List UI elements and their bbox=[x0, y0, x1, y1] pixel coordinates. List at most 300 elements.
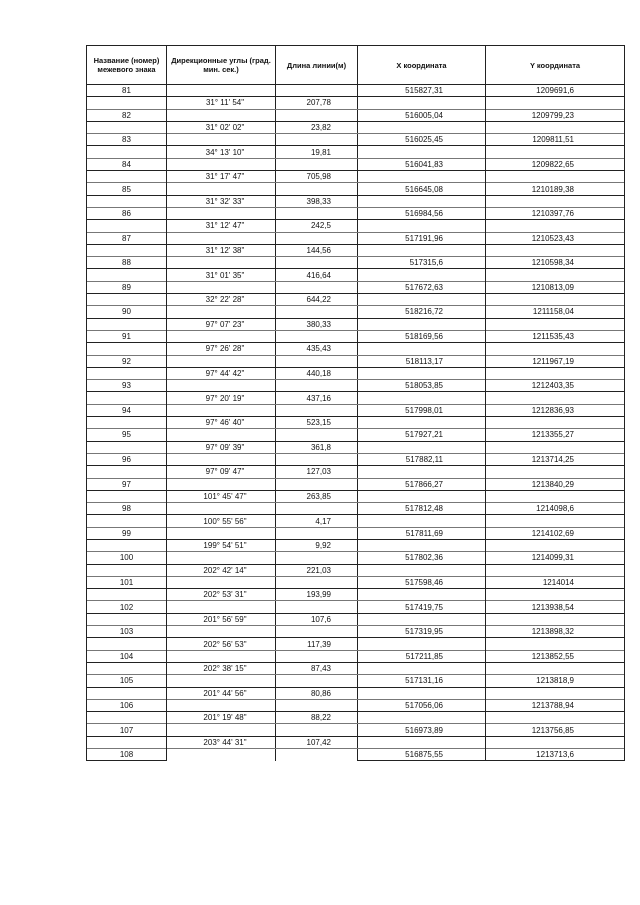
empty-cell bbox=[276, 306, 358, 318]
point-row bbox=[87, 158, 625, 170]
empty-cell bbox=[276, 601, 358, 613]
empty-cell bbox=[358, 613, 486, 625]
x-coordinate: 518216,72 bbox=[358, 306, 486, 318]
empty-cell bbox=[358, 539, 486, 551]
point-number: 84 bbox=[87, 158, 167, 170]
segment-row bbox=[87, 97, 625, 109]
empty-cell bbox=[87, 613, 167, 625]
line-length: 398,33 bbox=[276, 195, 358, 207]
empty-cell bbox=[167, 330, 276, 342]
y-coordinate: 1212836,93 bbox=[486, 404, 625, 416]
x-coordinate: 516645,08 bbox=[358, 183, 486, 195]
empty-cell bbox=[358, 490, 486, 502]
direction-angle: 201° 56' 59" bbox=[167, 613, 276, 625]
line-length: 127,03 bbox=[276, 466, 358, 478]
empty-cell bbox=[358, 515, 486, 527]
direction-angle: 199° 54' 51" bbox=[167, 539, 276, 551]
empty-cell bbox=[167, 724, 276, 736]
point-number: 81 bbox=[87, 85, 167, 97]
empty-cell bbox=[358, 638, 486, 650]
x-coordinate: 517191,96 bbox=[358, 232, 486, 244]
point-row bbox=[87, 257, 625, 269]
line-length: 644,22 bbox=[276, 294, 358, 306]
point-row bbox=[87, 306, 625, 318]
point-number: 94 bbox=[87, 404, 167, 416]
point-number: 91 bbox=[87, 330, 167, 342]
empty-cell bbox=[358, 589, 486, 601]
point-row bbox=[87, 453, 625, 465]
empty-cell bbox=[276, 232, 358, 244]
empty-cell bbox=[167, 429, 276, 441]
point-number: 108 bbox=[87, 749, 167, 761]
direction-angle: 31° 02' 02" bbox=[167, 121, 276, 133]
point-row bbox=[87, 429, 625, 441]
point-row bbox=[87, 85, 625, 97]
empty-cell bbox=[87, 146, 167, 158]
point-row bbox=[87, 650, 625, 662]
x-coordinate: 517882,11 bbox=[358, 453, 486, 465]
empty-cell bbox=[486, 441, 625, 453]
empty-cell bbox=[87, 687, 167, 699]
y-coordinate: 1210397,76 bbox=[486, 207, 625, 219]
empty-cell bbox=[486, 539, 625, 551]
empty-cell bbox=[87, 417, 167, 429]
empty-cell bbox=[167, 552, 276, 564]
line-length: 437,16 bbox=[276, 392, 358, 404]
empty-cell bbox=[87, 97, 167, 109]
direction-angle: 202° 38' 15" bbox=[167, 662, 276, 674]
empty-cell bbox=[167, 85, 276, 97]
empty-cell bbox=[87, 343, 167, 355]
empty-cell bbox=[276, 626, 358, 638]
empty-cell bbox=[486, 515, 625, 527]
line-length: 440,18 bbox=[276, 367, 358, 379]
point-row bbox=[87, 724, 625, 736]
segment-row bbox=[87, 146, 625, 158]
empty-cell bbox=[276, 183, 358, 195]
y-coordinate: 1211535,43 bbox=[486, 330, 625, 342]
point-number: 99 bbox=[87, 527, 167, 539]
point-number: 106 bbox=[87, 699, 167, 711]
empty-cell bbox=[167, 109, 276, 121]
x-coordinate: 516005,04 bbox=[358, 109, 486, 121]
point-number: 90 bbox=[87, 306, 167, 318]
empty-cell bbox=[276, 281, 358, 293]
segment-row bbox=[87, 417, 625, 429]
line-length: 416,64 bbox=[276, 269, 358, 281]
empty-cell bbox=[486, 687, 625, 699]
empty-cell bbox=[486, 613, 625, 625]
line-length: 380,33 bbox=[276, 318, 358, 330]
point-number: 96 bbox=[87, 453, 167, 465]
empty-cell bbox=[276, 724, 358, 736]
direction-angle: 97° 20' 19" bbox=[167, 392, 276, 404]
empty-cell bbox=[276, 109, 358, 121]
y-coordinate: 1210598,34 bbox=[486, 257, 625, 269]
empty-cell bbox=[87, 466, 167, 478]
y-coordinate: 1213938,54 bbox=[486, 601, 625, 613]
empty-cell bbox=[358, 244, 486, 256]
empty-cell bbox=[358, 171, 486, 183]
segment-row bbox=[87, 220, 625, 232]
empty-cell bbox=[276, 257, 358, 269]
point-row bbox=[87, 576, 625, 588]
empty-cell bbox=[276, 429, 358, 441]
empty-cell bbox=[358, 146, 486, 158]
line-length: 435,43 bbox=[276, 343, 358, 355]
empty-cell bbox=[87, 244, 167, 256]
line-length: 361,8 bbox=[276, 441, 358, 453]
empty-cell bbox=[358, 392, 486, 404]
point-row bbox=[87, 404, 625, 416]
direction-angle: 31° 01' 35" bbox=[167, 269, 276, 281]
empty-cell bbox=[486, 146, 625, 158]
y-coordinate: 1213714,25 bbox=[486, 453, 625, 465]
direction-angle: 97° 26' 28" bbox=[167, 343, 276, 355]
segment-row bbox=[87, 294, 625, 306]
x-coordinate: 515827,31 bbox=[358, 85, 486, 97]
empty-cell bbox=[87, 392, 167, 404]
y-coordinate: 1210523,43 bbox=[486, 232, 625, 244]
direction-angle: 203° 44' 31" bbox=[167, 736, 276, 748]
empty-cell bbox=[358, 662, 486, 674]
direction-angle: 31° 32' 33" bbox=[167, 195, 276, 207]
empty-cell bbox=[167, 699, 276, 711]
empty-cell bbox=[167, 404, 276, 416]
x-coordinate: 517927,21 bbox=[358, 429, 486, 441]
point-number: 89 bbox=[87, 281, 167, 293]
point-row bbox=[87, 675, 625, 687]
segment-row bbox=[87, 466, 625, 478]
empty-cell bbox=[358, 736, 486, 748]
x-coordinate: 518169,56 bbox=[358, 330, 486, 342]
segment-row bbox=[87, 613, 625, 625]
segment-row bbox=[87, 343, 625, 355]
direction-angle: 31° 12' 47" bbox=[167, 220, 276, 232]
empty-cell bbox=[486, 171, 625, 183]
empty-cell bbox=[486, 195, 625, 207]
line-length: 263,85 bbox=[276, 490, 358, 502]
y-coordinate: 1213355,27 bbox=[486, 429, 625, 441]
point-row bbox=[87, 552, 625, 564]
empty-cell bbox=[486, 367, 625, 379]
direction-angle: 201° 44' 56" bbox=[167, 687, 276, 699]
point-number: 101 bbox=[87, 576, 167, 588]
empty-cell bbox=[276, 158, 358, 170]
y-coordinate: 1214098,6 bbox=[486, 503, 625, 515]
empty-cell bbox=[167, 355, 276, 367]
empty-cell bbox=[358, 97, 486, 109]
direction-angle: 31° 17' 47" bbox=[167, 171, 276, 183]
empty-cell bbox=[87, 490, 167, 502]
empty-cell bbox=[486, 343, 625, 355]
empty-cell bbox=[486, 712, 625, 724]
empty-cell bbox=[486, 244, 625, 256]
empty-cell bbox=[358, 195, 486, 207]
header-point-name: Название (номер) межевого знака bbox=[87, 46, 167, 85]
empty-cell bbox=[358, 318, 486, 330]
empty-cell bbox=[87, 589, 167, 601]
empty-cell bbox=[486, 490, 625, 502]
point-number: 98 bbox=[87, 503, 167, 515]
x-coordinate: 516984,56 bbox=[358, 207, 486, 219]
empty-cell bbox=[358, 466, 486, 478]
empty-cell bbox=[167, 626, 276, 638]
point-row bbox=[87, 527, 625, 539]
point-row bbox=[87, 281, 625, 293]
direction-angle: 202° 42' 14" bbox=[167, 564, 276, 576]
empty-cell bbox=[486, 564, 625, 576]
x-coordinate: 517998,01 bbox=[358, 404, 486, 416]
y-coordinate: 1214102,69 bbox=[486, 527, 625, 539]
point-row bbox=[87, 503, 625, 515]
point-number: 95 bbox=[87, 429, 167, 441]
segment-row bbox=[87, 318, 625, 330]
empty-cell bbox=[486, 466, 625, 478]
direction-angle: 31° 11' 54" bbox=[167, 97, 276, 109]
empty-cell bbox=[358, 687, 486, 699]
y-coordinate: 1213788,94 bbox=[486, 699, 625, 711]
point-row bbox=[87, 183, 625, 195]
point-number: 97 bbox=[87, 478, 167, 490]
empty-cell bbox=[87, 121, 167, 133]
direction-angle: 97° 44' 42" bbox=[167, 367, 276, 379]
line-length: 19,81 bbox=[276, 146, 358, 158]
line-length: 107,42 bbox=[276, 736, 358, 748]
segment-row bbox=[87, 392, 625, 404]
x-coordinate: 516973,89 bbox=[358, 724, 486, 736]
line-length: 242,5 bbox=[276, 220, 358, 232]
empty-cell bbox=[87, 662, 167, 674]
empty-cell bbox=[167, 675, 276, 687]
header-y-coordinate: Y координата bbox=[486, 46, 625, 85]
y-coordinate: 1211967,19 bbox=[486, 355, 625, 367]
direction-angle: 201° 19' 48" bbox=[167, 712, 276, 724]
segment-row bbox=[87, 490, 625, 502]
x-coordinate: 517211,85 bbox=[358, 650, 486, 662]
y-coordinate: 1213852,55 bbox=[486, 650, 625, 662]
line-length: 4,17 bbox=[276, 515, 358, 527]
empty-cell bbox=[167, 650, 276, 662]
x-coordinate: 517315,6 bbox=[358, 257, 486, 269]
y-coordinate: 1209691,6 bbox=[486, 85, 625, 97]
segment-row bbox=[87, 515, 625, 527]
empty-cell bbox=[486, 220, 625, 232]
y-coordinate: 1210813,09 bbox=[486, 281, 625, 293]
empty-cell bbox=[358, 367, 486, 379]
empty-cell bbox=[87, 318, 167, 330]
empty-cell bbox=[167, 503, 276, 515]
x-coordinate: 517672,63 bbox=[358, 281, 486, 293]
empty-cell bbox=[486, 417, 625, 429]
x-coordinate: 517812,48 bbox=[358, 503, 486, 515]
point-number: 107 bbox=[87, 724, 167, 736]
header-line-length: Длина линии(м) bbox=[276, 46, 358, 85]
empty-cell bbox=[87, 367, 167, 379]
empty-cell bbox=[167, 453, 276, 465]
direction-angle: 100° 55' 56" bbox=[167, 515, 276, 527]
y-coordinate: 1213756,85 bbox=[486, 724, 625, 736]
line-length: 80,86 bbox=[276, 687, 358, 699]
line-length: 107,6 bbox=[276, 613, 358, 625]
point-row bbox=[87, 207, 625, 219]
segment-row bbox=[87, 121, 625, 133]
x-coordinate: 516875,55 bbox=[358, 749, 486, 761]
segment-row bbox=[87, 441, 625, 453]
point-number: 87 bbox=[87, 232, 167, 244]
empty-cell bbox=[358, 441, 486, 453]
empty-cell bbox=[486, 662, 625, 674]
segment-row bbox=[87, 539, 625, 551]
point-number: 102 bbox=[87, 601, 167, 613]
x-coordinate: 517802,36 bbox=[358, 552, 486, 564]
x-coordinate: 516025,45 bbox=[358, 134, 486, 146]
empty-cell bbox=[167, 527, 276, 539]
empty-cell bbox=[486, 638, 625, 650]
point-row bbox=[87, 109, 625, 121]
direction-angle: 97° 09' 39" bbox=[167, 441, 276, 453]
empty-cell bbox=[276, 699, 358, 711]
empty-cell bbox=[87, 269, 167, 281]
empty-cell bbox=[276, 749, 358, 761]
y-coordinate: 1214014 bbox=[486, 576, 625, 588]
empty-cell bbox=[167, 257, 276, 269]
empty-cell bbox=[276, 85, 358, 97]
direction-angle: 97° 07' 23" bbox=[167, 318, 276, 330]
y-coordinate: 1209799,23 bbox=[486, 109, 625, 121]
y-coordinate: 1209811,51 bbox=[486, 134, 625, 146]
line-length: 87,43 bbox=[276, 662, 358, 674]
empty-cell bbox=[276, 503, 358, 515]
point-row bbox=[87, 601, 625, 613]
x-coordinate: 518113,17 bbox=[358, 355, 486, 367]
x-coordinate: 517131,16 bbox=[358, 675, 486, 687]
empty-cell bbox=[276, 404, 358, 416]
segment-row bbox=[87, 736, 625, 748]
x-coordinate: 517419,75 bbox=[358, 601, 486, 613]
line-length: 193,99 bbox=[276, 589, 358, 601]
point-row bbox=[87, 626, 625, 638]
segment-row bbox=[87, 662, 625, 674]
empty-cell bbox=[276, 207, 358, 219]
segment-row bbox=[87, 171, 625, 183]
point-row bbox=[87, 134, 625, 146]
direction-angle: 97° 09' 47" bbox=[167, 466, 276, 478]
point-number: 105 bbox=[87, 675, 167, 687]
empty-cell bbox=[87, 294, 167, 306]
empty-cell bbox=[358, 121, 486, 133]
segment-row bbox=[87, 195, 625, 207]
empty-cell bbox=[87, 712, 167, 724]
empty-cell bbox=[87, 441, 167, 453]
empty-cell bbox=[358, 269, 486, 281]
empty-cell bbox=[486, 392, 625, 404]
empty-cell bbox=[486, 736, 625, 748]
y-coordinate: 1213713,6 bbox=[486, 749, 625, 761]
point-row bbox=[87, 355, 625, 367]
empty-cell bbox=[87, 638, 167, 650]
direction-angle: 202° 53' 31" bbox=[167, 589, 276, 601]
empty-cell bbox=[486, 97, 625, 109]
point-number: 88 bbox=[87, 257, 167, 269]
line-length: 207,78 bbox=[276, 97, 358, 109]
x-coordinate: 517598,46 bbox=[358, 576, 486, 588]
point-number: 83 bbox=[87, 134, 167, 146]
empty-cell bbox=[486, 589, 625, 601]
line-length: 88,22 bbox=[276, 712, 358, 724]
point-number: 86 bbox=[87, 207, 167, 219]
line-length: 221,03 bbox=[276, 564, 358, 576]
segment-row bbox=[87, 589, 625, 601]
empty-cell bbox=[167, 749, 276, 761]
x-coordinate: 517811,69 bbox=[358, 527, 486, 539]
line-length: 523,15 bbox=[276, 417, 358, 429]
empty-cell bbox=[87, 539, 167, 551]
line-length: 705,98 bbox=[276, 171, 358, 183]
point-number: 92 bbox=[87, 355, 167, 367]
x-coordinate: 518053,85 bbox=[358, 380, 486, 392]
x-coordinate: 517319,95 bbox=[358, 626, 486, 638]
y-coordinate: 1214099,31 bbox=[486, 552, 625, 564]
x-coordinate: 516041,83 bbox=[358, 158, 486, 170]
empty-cell bbox=[276, 527, 358, 539]
segment-row bbox=[87, 712, 625, 724]
segment-row bbox=[87, 638, 625, 650]
x-coordinate: 517056,06 bbox=[358, 699, 486, 711]
empty-cell bbox=[167, 134, 276, 146]
point-number: 104 bbox=[87, 650, 167, 662]
y-coordinate: 1209822,65 bbox=[486, 158, 625, 170]
empty-cell bbox=[167, 306, 276, 318]
segment-row bbox=[87, 269, 625, 281]
empty-cell bbox=[358, 564, 486, 576]
boundary-coordinates-table bbox=[86, 45, 625, 761]
point-number: 103 bbox=[87, 626, 167, 638]
empty-cell bbox=[167, 601, 276, 613]
x-coordinate: 517866,27 bbox=[358, 478, 486, 490]
empty-cell bbox=[167, 232, 276, 244]
line-length: 9,92 bbox=[276, 539, 358, 551]
empty-cell bbox=[486, 269, 625, 281]
empty-cell bbox=[358, 220, 486, 232]
empty-cell bbox=[486, 318, 625, 330]
empty-cell bbox=[87, 515, 167, 527]
direction-angle: 97° 46' 40" bbox=[167, 417, 276, 429]
point-number: 93 bbox=[87, 380, 167, 392]
empty-cell bbox=[358, 417, 486, 429]
point-row bbox=[87, 699, 625, 711]
empty-cell bbox=[87, 171, 167, 183]
y-coordinate: 1213840,29 bbox=[486, 478, 625, 490]
point-number: 82 bbox=[87, 109, 167, 121]
empty-cell bbox=[167, 158, 276, 170]
empty-cell bbox=[358, 712, 486, 724]
point-row bbox=[87, 749, 625, 761]
empty-cell bbox=[87, 195, 167, 207]
direction-angle: 34° 13' 10" bbox=[167, 146, 276, 158]
point-row bbox=[87, 330, 625, 342]
empty-cell bbox=[167, 183, 276, 195]
empty-cell bbox=[276, 330, 358, 342]
line-length: 23,82 bbox=[276, 121, 358, 133]
empty-cell bbox=[276, 134, 358, 146]
table-body bbox=[87, 85, 625, 761]
empty-cell bbox=[276, 576, 358, 588]
segment-row bbox=[87, 564, 625, 576]
point-number: 100 bbox=[87, 552, 167, 564]
point-row bbox=[87, 478, 625, 490]
empty-cell bbox=[167, 478, 276, 490]
